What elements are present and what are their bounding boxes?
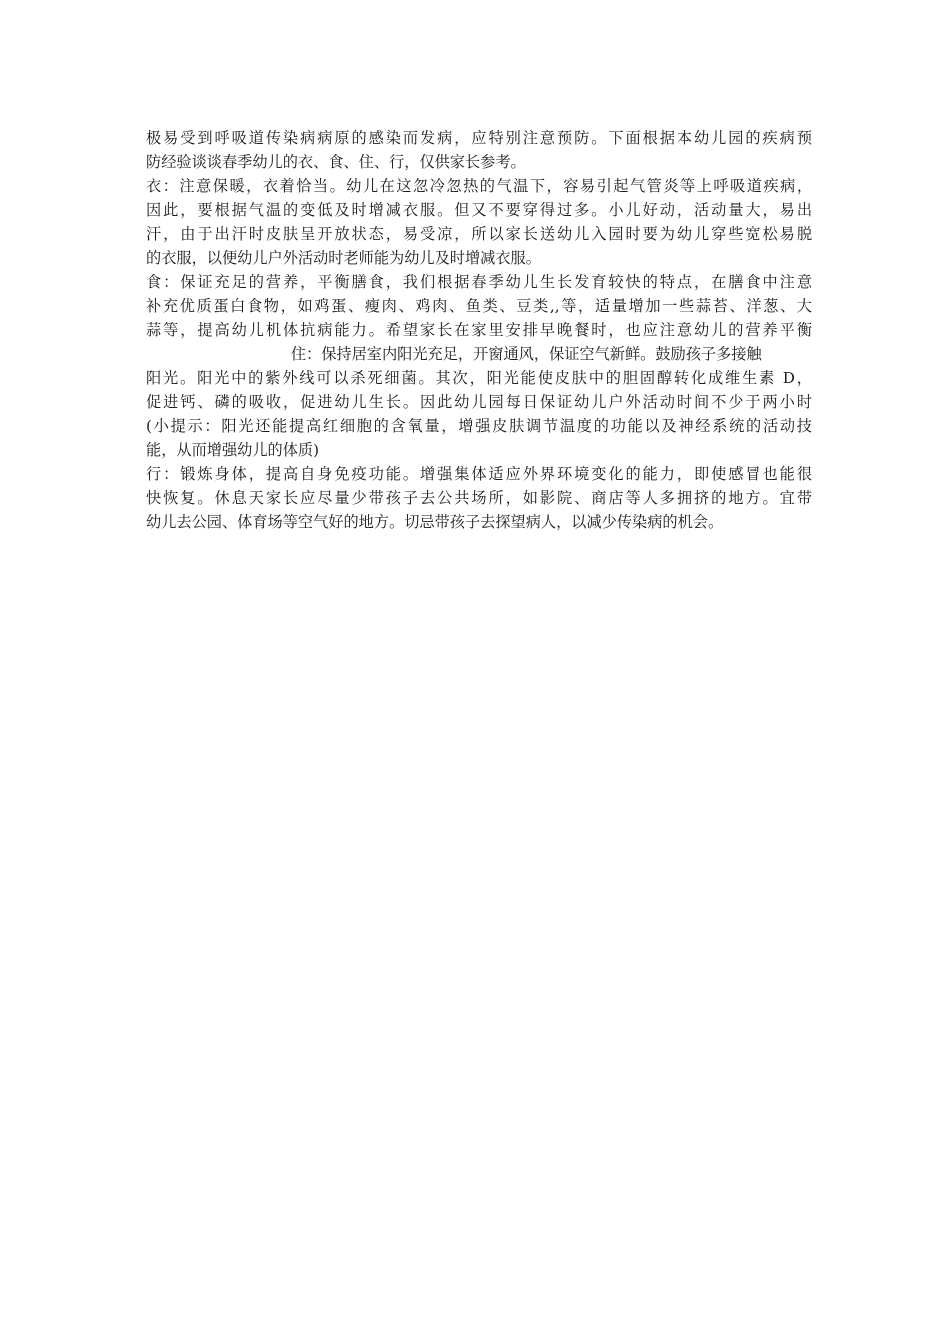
text-line: 衣：注意保暖，衣着恰当。幼儿在这忽冷忽热的气温下，容易引起气管炎等上呼吸道疾病， (146, 177, 812, 195)
text-line: 补充优质蛋白食物，如鸡蛋、瘦肉、鸡肉、鱼类、豆类,,等，适量增加一些蒜苔、洋葱、大 (146, 297, 812, 315)
text-line: 汗，由于出汗时皮肤呈开放状态，易受凉，所以家长送幼儿入园时要为幼儿穿些宽松易脱 (146, 225, 812, 243)
document-body (146, 126, 812, 534)
text-line: 防经验谈谈春季幼儿的衣、食、住、行，仅供家长参考。 (146, 153, 526, 171)
text-line: 能，从而增强幼儿的体质) (146, 441, 319, 459)
text-line: 幼儿去公园、体育场等空气好的地方。切忌带孩子去探望病人，以减少传染病的机会。 (146, 513, 724, 531)
text-line: 快恢复。休息天家长应尽量少带孩子去公共场所，如影院、商店等人多拥挤的地方。宜带 (146, 489, 812, 507)
text-line: 促进钙、磷的吸收，促进幼儿生长。因此幼儿园每日保证幼儿户外活动时间不少于两小时 (146, 393, 812, 411)
text-line: 蒜等，提高幼儿机体抗病能力。希望家长在家里安排早晚餐时，也应注意幼儿的营养平衡 (146, 321, 812, 339)
text-line: 食：保证充足的营养，平衡膳食，我们根据春季幼儿生长发育较快的特点，在膳食中注意 (146, 273, 812, 291)
text-line: 住：保持居室内阳光充足，开窗通风，保证空气新鲜。鼓励孩子多接触 (146, 345, 762, 363)
text-line: (小提示：阳光还能提高红细胞的含氧量，增强皮肤调节温度的功能以及神经系统的活动技 (146, 417, 812, 435)
text-line: 行：锻炼身体，提高自身免疫功能。增强集体适应外界环境变化的能力，即使感冒也能很 (146, 465, 812, 483)
text-line: 的衣服，以便幼儿户外活动时老师能为幼儿及时增减衣服。 (146, 249, 541, 267)
text-line: 阳光。阳光中的紫外线可以杀死细菌。其次，阳光能使皮肤中的胆固醇转化成维生素 D， (146, 369, 812, 387)
text-line: 极易受到呼吸道传染病病原的感染而发病，应特别注意预防。下面根据本幼儿园的疾病预 (146, 129, 812, 147)
text-line: 因此，要根据气温的变低及时增减衣服。但又不要穿得过多。小儿好动，活动量大，易出 (146, 201, 812, 219)
